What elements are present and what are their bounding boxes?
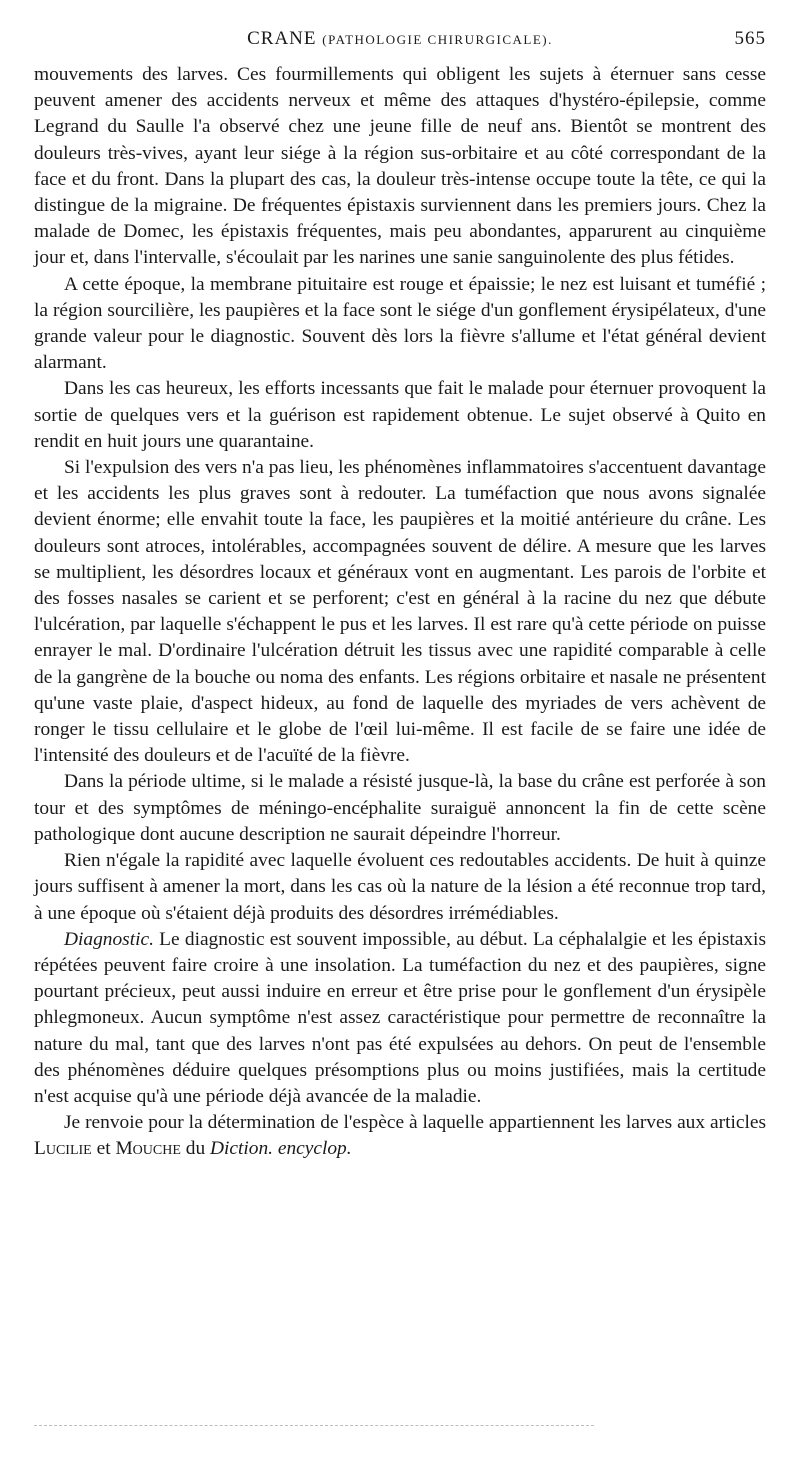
ref-mouche: Mouche	[115, 1138, 181, 1160]
page-number: 565	[734, 28, 766, 49]
final-text: Je renvoie pour la détermination de l'espèce à laquelle appartiennent les larves aux articles	[64, 1112, 766, 1134]
final-text: du	[180, 1138, 210, 1160]
diagnostic-label: Diagnostic.	[64, 928, 154, 950]
final-paragraph	[34, 1110, 766, 1162]
running-title-sub: (PATHOLOGIE CHIRURGICALE).	[322, 32, 553, 47]
diagnostic-paragraph	[34, 927, 766, 1110]
running-header	[34, 28, 766, 56]
paragraph: Si l'expulsion des vers n'a pas lieu, les phénomènes inflammatoires s'accentuent davantage et les accidents les plus graves sont à redouter. La tuméfaction que nous avons signalée devient énorme; elle envahit toute la face, les paupières et la moitié antérieure du crâne. Les douleurs sont atroces, intolérables, accompagnées souvent de délire. A mesure que les larves se multiplient, les désordres locaux et généraux vont en augmentant. Les parois de l'orbite et des fosses nasales se carient et se perforent; c'est en général à la racine du nez que débute l'ulcération, par laquelle s'échappent le pus et les larves. Il est rare qu'à cette période on puisse enrayer le mal. D'ordinaire l'ulcération détruit les tissus avec une rapidité comparable à celle de la gangrène de la bouche ou noma des enfants. Les régions orbitaire et nasale ne présentent qu'une vaste plaie, d'aspect hideux, au fond de laquelle des myriades de vers achèvent de ronger le tissu cellulaire et le globe de l'œil lui-même. Il est facile de se faire une idée de l'intensité des douleurs et de l'acuïté de la fièvre.	[34, 457, 766, 767]
diagnostic-text: Le diagnostic est souvent impossible, au début. La céphalalgie et les épistaxis répétées peuvent faire croire à une insolation. La tuméfaction du nez et des paupières, signe pourtant précieux, peut aussi induire en erreur et être prise pour le gonflement d'un érysipèle phlegmoneux. Aucun symptôme n'est assez caractéristique pour permettre de reconnaître la nature du mal, tant que des larves n'ont pas été expulsées au dehors. On peut de l'ensemble des phénomènes déduire quelques présomptions plus ou moins justifiées, mais la certitude n'est acquise qu'à une période déjà avancée de la maladie.	[34, 928, 766, 1107]
ref-dictionary: Diction. encyclop.	[210, 1138, 352, 1160]
paragraph: Rien n'égale la rapidité avec laquelle évoluent ces redoutables accidents. De huit à quinze jours suffisent à amener la mort, dans les cas où la nature de la lésion a été reconnue trop tard, à une époque où s'étaient déjà produits des désordres irrémédiables.	[34, 850, 766, 924]
final-text: et	[91, 1138, 116, 1160]
paragraph: A cette époque, la membrane pituitaire est rouge et épaissie; le nez est luisant et tuméfié ; la région sourcilière, les paupières et la face sont le siége d'un gonflement érysipélateux, d'une grande valeur pour le diagnostic. Souvent dès lors la fièvre s'allume et l'état général devient alarmant.	[34, 273, 766, 374]
running-title	[34, 28, 766, 50]
paragraph: mouvements des larves. Ces fourmillements qui obligent les sujets à éternuer sans cesse peuvent amener des accidents nerveux et même des attaques d'hystéro-épilepsie, comme Legrand du Saulle l'a observé chez une jeune fille de neuf ans. Bientôt se montrent des douleurs très-vives, ayant leur siége à la région sus-orbitaire et au côté correspondant de la face et du front. Dans la plupart des cas, la douleur très-intense occupe toute la tête, ce qui la distingue de la migraine. De fréquentes épistaxis surviennent dans les premiers jours. Chez la malade de Domec, les épistaxis fréquentes, mais peu abondantes, apparurent au cinquième jour et, dans l'intervalle, s'écoulait par les narines une sanie sanguinolente des plus fétides.	[34, 64, 766, 269]
body-text	[34, 62, 766, 1163]
footer-rule	[34, 1425, 594, 1426]
ref-lucilie: Lucilie	[34, 1138, 92, 1160]
paragraph: Dans la période ultime, si le malade a résisté jusque-là, la base du crâne est perforée à son tour et des symptômes de méningo-encéphalite suraiguë annoncent la fin de cette scène pathologique dont aucune description ne saurait dépeindre l'horreur.	[34, 771, 766, 845]
paragraph: Dans les cas heureux, les efforts incessants que fait le malade pour éternuer provoquent la sortie de quelques vers et la guérison est rapidement obtenue. Le sujet observé à Quito en rendit en huit jours une quarantaine.	[34, 378, 766, 452]
running-title-main: CRANE	[247, 28, 317, 49]
